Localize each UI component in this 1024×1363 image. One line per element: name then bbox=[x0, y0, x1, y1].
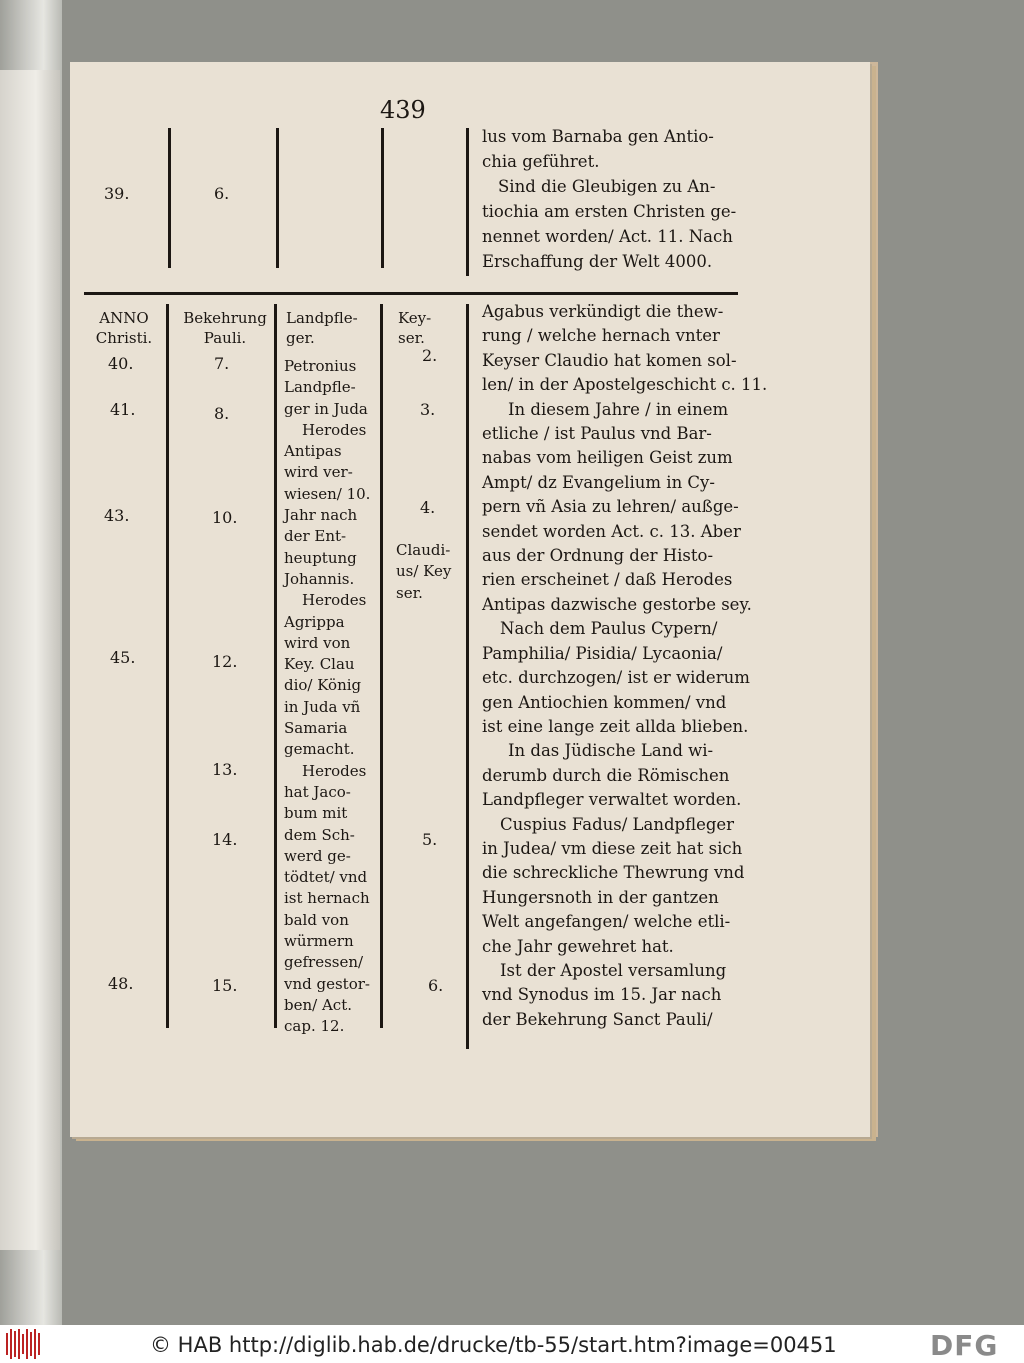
anno-cell: 48. bbox=[108, 974, 134, 993]
header-bekehrung-line: Bekehrung bbox=[183, 309, 267, 327]
main-text-line: etc. durchzogen/ ist er widerum bbox=[482, 668, 750, 688]
landpfleger-line: wiesen/ 10. bbox=[284, 484, 371, 503]
bekehrung-cell: 10. bbox=[212, 508, 238, 527]
table-header-rule bbox=[84, 292, 738, 295]
upper-text-line: Sind die Gleubigen zu An- bbox=[498, 177, 716, 196]
main-text-line: nabas vom heiligen Geist zum bbox=[482, 448, 733, 468]
header-bekehrung-line: Pauli. bbox=[203, 329, 247, 347]
landpfleger-line: Herodes bbox=[302, 591, 367, 610]
main-text-line: che Jahr gewehret hat. bbox=[482, 936, 674, 956]
main-text-line: aus der Ordnung der Histo- bbox=[482, 546, 714, 566]
facing-page-edge bbox=[0, 70, 60, 1250]
landpfleger-line: bald von bbox=[284, 910, 349, 929]
anno-cell: 41. bbox=[110, 400, 136, 419]
main-text-line: etliche / ist Paulus vnd Bar- bbox=[482, 424, 712, 444]
main-text-line: Cuspius Fadus/ Landpfleger bbox=[500, 814, 735, 834]
bekehrung-cell: 13. bbox=[212, 760, 238, 779]
upper-text bbox=[482, 124, 736, 274]
main-text-line: In das Jüdische Land wi- bbox=[508, 741, 714, 761]
upper-text-line: tiochia am ersten Christen ge- bbox=[482, 202, 737, 221]
keyser-cell: 5. bbox=[422, 830, 438, 849]
landpfleger-line: Herodes bbox=[302, 761, 367, 780]
dfg-logo: DFG bbox=[930, 1329, 999, 1362]
landpfleger-line: dem Sch- bbox=[284, 825, 355, 844]
copyright-link[interactable]: © HAB http://diglib.hab.de/drucke/tb-55/start.htm?image=00451 bbox=[150, 1333, 837, 1357]
keyser-cell: 6. bbox=[428, 976, 444, 995]
landpfleger-line: dio/ König bbox=[284, 676, 362, 695]
landpfleger-line: gemacht. bbox=[284, 740, 355, 759]
landpfleger-column bbox=[284, 356, 370, 1038]
landpfleger-line: wird von bbox=[284, 633, 351, 652]
main-text-line: Pamphilia/ Pisidia/ Lycaonia/ bbox=[482, 643, 723, 663]
landpfleger-line: gefressen/ bbox=[284, 953, 364, 972]
main-text-line: Landpfleger verwaltet worden. bbox=[482, 790, 742, 810]
main-text-line: In diesem Jahre / in einem bbox=[508, 399, 729, 419]
main-text-line: pern vñ Asia zu lehren/ außge- bbox=[482, 497, 739, 517]
main-text-line: Agabus verkündigt die thew- bbox=[482, 302, 724, 321]
upper-text-line: chia geführet. bbox=[482, 152, 600, 171]
main-text-line: derumb durch die Römischen bbox=[482, 765, 730, 785]
landpfleger-line: Samaria bbox=[284, 719, 348, 738]
header-keyser-line: Key- bbox=[398, 309, 432, 327]
landpfleger-line: heuptung bbox=[284, 548, 357, 567]
landpfleger-line: Landpfle- bbox=[284, 378, 356, 397]
header-anno-line: ANNO bbox=[99, 309, 149, 327]
header-anno bbox=[86, 308, 162, 348]
keyser-line: ser. bbox=[396, 583, 423, 602]
upper-rule-3 bbox=[381, 128, 384, 268]
main-text-line: Ist der Apostel versamlung bbox=[500, 960, 727, 980]
landpfleger-line: werd ge- bbox=[284, 846, 351, 865]
footer-bar bbox=[0, 1325, 1024, 1363]
landpfleger-line: würmern bbox=[284, 932, 354, 951]
landpfleger-line: in Juda vñ bbox=[284, 697, 361, 716]
main-text-line: rien erscheinet / daß Herodes bbox=[482, 570, 733, 590]
main-text-line: in Judea/ vm diese zeit hat sich bbox=[482, 838, 743, 858]
landpfleger-line: Petronius bbox=[284, 357, 357, 375]
header-keyser-line: ser. bbox=[398, 329, 425, 347]
main-text-line: Nach dem Paulus Cypern/ bbox=[500, 619, 718, 639]
landpfleger-line: bum mit bbox=[284, 804, 348, 823]
landpfleger-line: Antipas bbox=[284, 442, 342, 461]
landpfleger-line: ger in Juda bbox=[284, 399, 368, 418]
landpfleger-line: vnd gestor- bbox=[284, 974, 370, 993]
landpfleger-line: ben/ Act. bbox=[284, 995, 352, 1014]
landpfleger-line: Herodes bbox=[302, 420, 367, 439]
header-landpfleger bbox=[286, 308, 358, 348]
table-rule-4 bbox=[466, 304, 469, 1049]
upper-anno: 39. bbox=[104, 184, 130, 203]
upper-text-line: nennet worden/ Act. 11. Nach bbox=[482, 227, 733, 246]
table-rule-1 bbox=[166, 304, 169, 1028]
main-text-line: Keyser Claudio hat komen sol- bbox=[482, 350, 737, 370]
header-landpfleger-line: ger. bbox=[286, 329, 315, 347]
keyser-cell: 2. bbox=[422, 346, 438, 365]
keyser-line: Claudi- bbox=[396, 541, 451, 559]
anno-cell: 45. bbox=[110, 648, 136, 667]
main-text-line: sendet worden Act. c. 13. Aber bbox=[482, 521, 741, 541]
keyser-line: us/ Key bbox=[396, 562, 452, 581]
landpfleger-line: wird ver- bbox=[284, 463, 353, 482]
main-text-line: Ampt/ dz Evangelium in Cy- bbox=[482, 472, 715, 492]
main-text-line: Welt angefangen/ welche etli- bbox=[482, 912, 731, 932]
main-text-line: Antipas dazwische gestorbe sey. bbox=[482, 594, 752, 614]
main-text-line: der Bekehrung Sanct Pauli/ bbox=[482, 1009, 713, 1029]
upper-rule-4 bbox=[466, 128, 469, 276]
upper-text-line: lus vom Barnaba gen Antio- bbox=[482, 127, 714, 146]
main-text-line: gen Antiochien kommen/ vnd bbox=[482, 692, 727, 712]
table-rule-3 bbox=[380, 304, 383, 1028]
upper-bekehrung: 6. bbox=[214, 184, 230, 203]
header-landpfleger-line: Landpfle- bbox=[286, 309, 358, 327]
bekehrung-cell: 8. bbox=[214, 404, 230, 423]
main-text-line: ist eine lange zeit allda blieben. bbox=[482, 716, 749, 736]
page-number: 439 bbox=[380, 96, 426, 124]
library-barcode-icon bbox=[6, 1329, 44, 1359]
header-bekehrung bbox=[178, 308, 272, 348]
header-anno-line: Christi. bbox=[95, 329, 153, 347]
landpfleger-line: Johannis. bbox=[284, 569, 355, 588]
bekehrung-cell: 12. bbox=[212, 652, 238, 671]
anno-cell: 40. bbox=[108, 354, 134, 373]
upper-rule-1 bbox=[168, 128, 171, 268]
landpfleger-line: Agrippa bbox=[284, 612, 345, 631]
bekehrung-cell: 15. bbox=[212, 976, 238, 995]
anno-cell: 43. bbox=[104, 506, 130, 525]
table-rule-2 bbox=[274, 304, 277, 1028]
main-text-line: vnd Synodus im 15. Jar nach bbox=[482, 985, 722, 1005]
landpfleger-line: hat Jaco- bbox=[284, 782, 351, 801]
landpfleger-line: Jahr nach bbox=[284, 506, 358, 525]
landpfleger-line: tödtet/ vnd bbox=[284, 868, 368, 887]
landpfleger-line: der Ent- bbox=[284, 527, 347, 546]
main-text-line: die schreckliche Thewrung vnd bbox=[482, 863, 745, 883]
main-text bbox=[482, 300, 767, 1032]
main-text-line: rung / welche hernach vnter bbox=[482, 326, 720, 346]
keyser-claudius bbox=[396, 540, 451, 604]
bekehrung-cell: 14. bbox=[212, 830, 238, 849]
landpfleger-line: Key. Clau bbox=[284, 655, 355, 674]
main-text-line: len/ in der Apostelgeschicht c. 11. bbox=[482, 375, 768, 395]
header-keyser bbox=[398, 308, 431, 348]
keyser-cell: 4. bbox=[420, 498, 436, 517]
bekehrung-cell: 7. bbox=[214, 354, 230, 373]
upper-text-line: Erschaffung der Welt 4000. bbox=[482, 252, 713, 271]
landpfleger-line: cap. 12. bbox=[284, 1017, 345, 1036]
keyser-cell: 3. bbox=[420, 400, 436, 419]
landpfleger-line: ist hernach bbox=[284, 889, 370, 908]
main-text-line: Hungersnoth in der gantzen bbox=[482, 887, 719, 907]
upper-rule-2 bbox=[276, 128, 279, 268]
